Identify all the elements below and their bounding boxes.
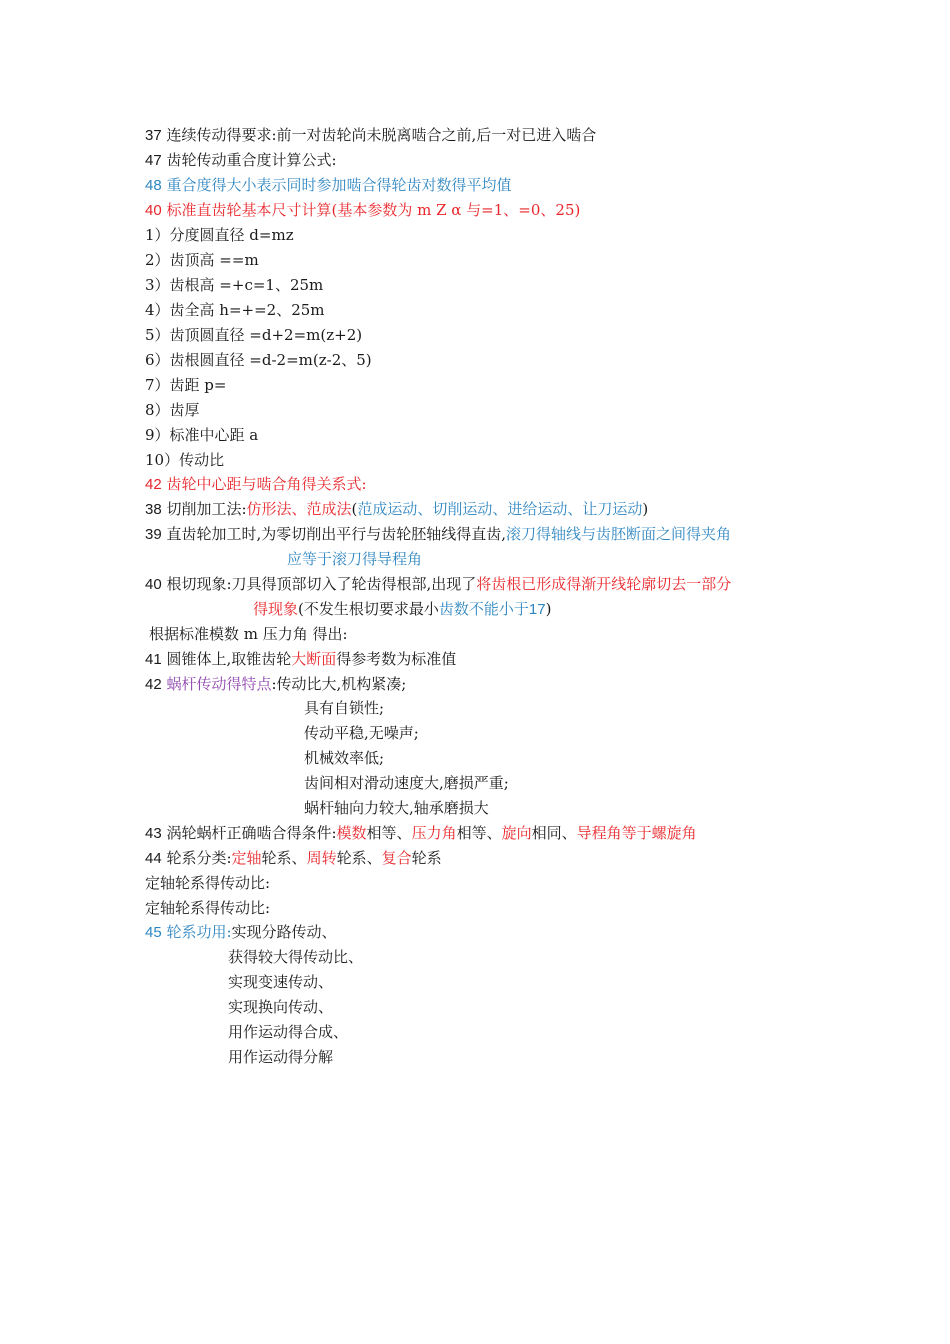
gear-train-function: 用作运动得分解 [228,1048,334,1066]
formula-item: 3）齿根高 =+c=1、25m [145,276,324,294]
gear-train-function: 用作运动得合成、 [228,1023,349,1041]
line-39-continuation: 应等于滚刀得导程角 [287,550,423,568]
line-40-undercut: 40 根切现象:刀具得顶部切入了轮齿得根部,出现了将齿根已形成得渐开线轮廓切去一部分 [145,575,732,593]
formula-item: 6）齿根圆直径 =d-2=m(z-2、5) [145,351,372,369]
worm-feature: 机械效率低; [304,749,385,767]
gear-train-function: 实现换向传动、 [228,998,334,1016]
line-38: 38 切削加工法:仿形法、范成法(范成运动、切削运动、进给运动、让刀运动) [145,500,649,518]
formula-item: 10）传动比 [145,451,225,469]
worm-feature: 具有自锁性; [304,699,385,717]
line-41: 41 圆锥体上,取锥齿轮大断面得参考数为标准值 [145,650,457,668]
gear-train-function: 获得较大得传动比、 [228,948,364,966]
line-fixed-axis-ratio: 定轴轮系得传动比: [145,874,271,892]
line-39: 39 直齿轮加工时,为零切削出平行与齿轮胚轴线得直齿,滚刀得轴线与齿胚断面之间得夹角 [145,525,732,543]
formula-item: 8）齿厚 [145,401,200,419]
line-37: 37 连续传动得要求:前一对齿轮尚未脱离啮合之前,后一对已进入啮合 [145,126,597,144]
formula-item: 5）齿顶圆直径 =d+2=m(z+2) [145,326,363,344]
gear-train-function: 实现变速传动、 [228,973,334,991]
line-44: 44 轮系分类:定轴轮系、周转轮系、复合轮系 [145,849,442,867]
line-40-heading: 40 标准直齿轮基本尺寸计算(基本参数为 m Z α 与=1、=0、25) [145,201,581,219]
line-45: 45 轮系功用:实现分路传动、 [145,923,337,941]
line-42-worm: 42 蜗杆传动得特点:传动比大,机构紧凑; [145,675,407,693]
formula-item: 7）齿距 p= [145,376,227,394]
worm-feature: 齿间相对滑动速度大,磨损严重; [304,774,509,792]
line-standard-basis: 根据标准模数 m 压力角 得出: [149,625,348,643]
line-fixed-axis-ratio: 定轴轮系得传动比: [145,899,271,917]
line-48: 48 重合度得大小表示同时参加啮合得轮齿对数得平均值 [145,176,512,194]
line-42-center-distance: 42 齿轮中心距与啮合角得关系式: [145,475,367,493]
line-40-continuation: 得现象(不发生根切要求最小齿数不能小于17) [253,600,552,618]
line-43: 43 涡轮蜗杆正确啮合得条件:模数相等、压力角相等、旋向相同、导程角等于螺旋角 [145,824,697,842]
formula-item: 1）分度圆直径 d=mz [145,226,294,244]
formula-item: 2）齿顶高 ==m [145,251,259,269]
worm-feature: 蜗杆轴向力较大,轴承磨损大 [304,799,489,817]
worm-feature: 传动平稳,无噪声; [304,724,419,742]
formula-item: 9）标准中心距 a [145,426,259,444]
formula-item: 4）齿全高 h=+=2、25m [145,301,325,319]
line-47: 47 齿轮传动重合度计算公式: [145,151,337,169]
